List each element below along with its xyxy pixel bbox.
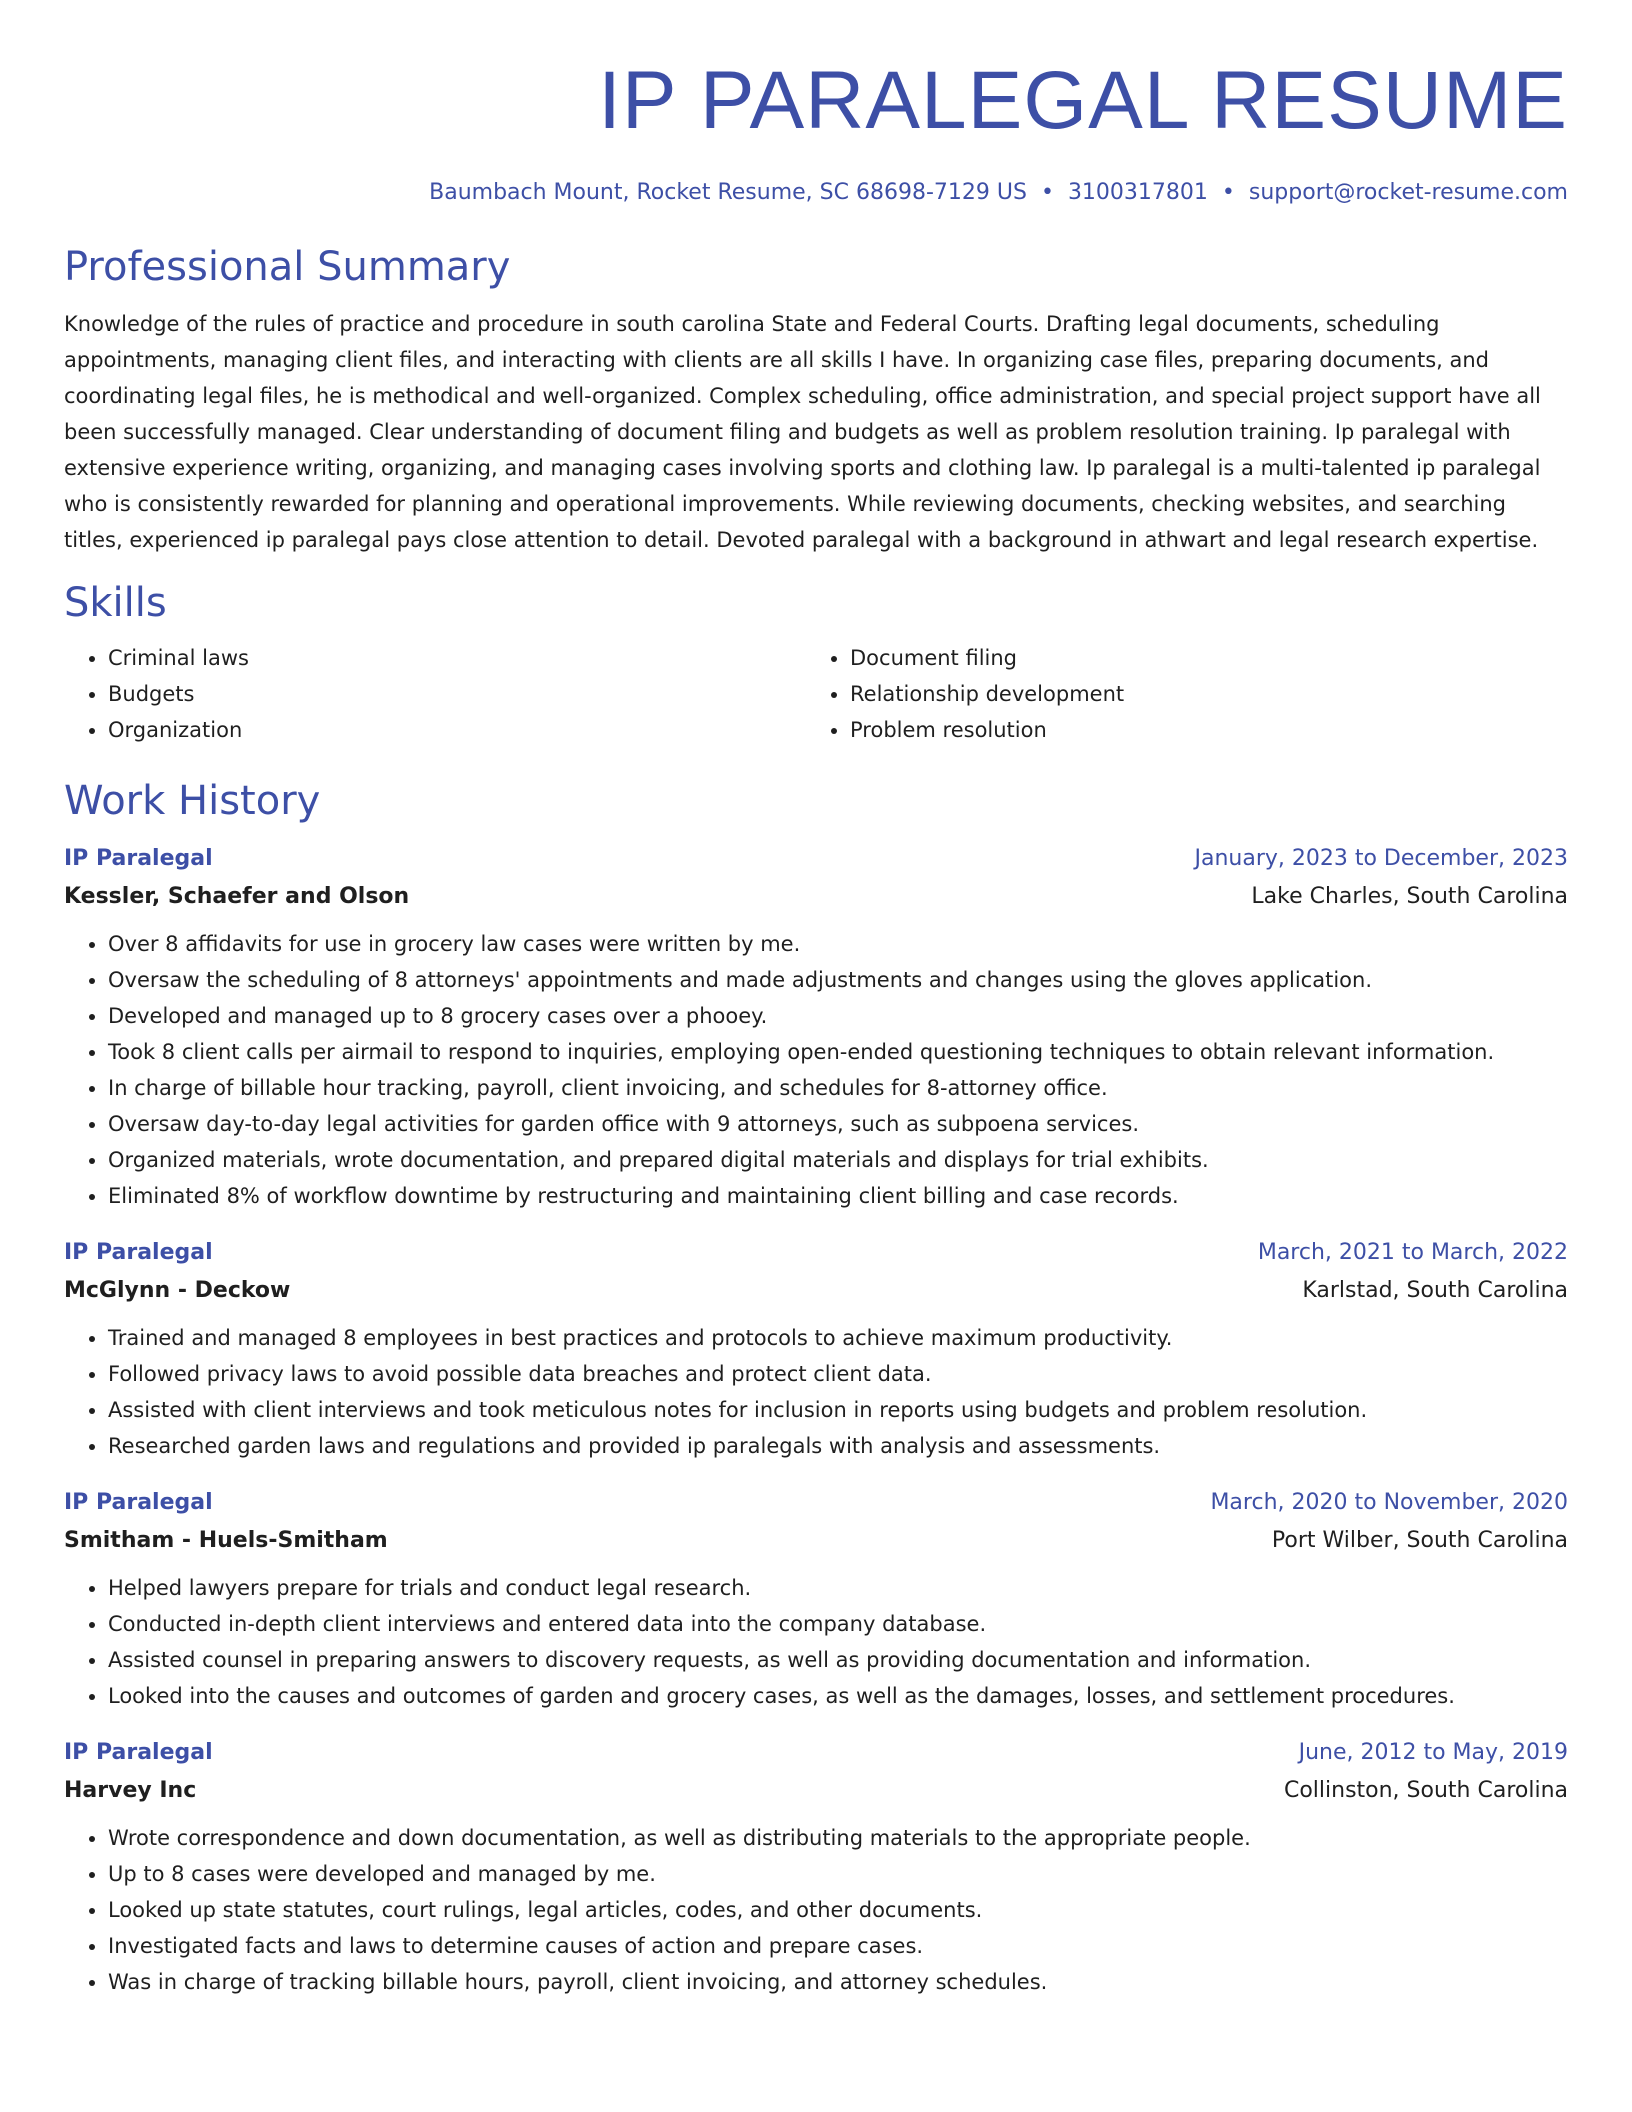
job-bullets — [64, 926, 1568, 1214]
job-location: Lake Charles, South Carolina — [1251, 884, 1568, 909]
job-bullet: • Up to 8 cases were developed and managed by me. — [108, 1856, 1568, 1892]
contact-separator: • — [1221, 180, 1235, 205]
job-title-row — [64, 1484, 1568, 1522]
job-company-row — [64, 1272, 1568, 1310]
skills-grid — [64, 640, 1568, 748]
job-title: IP Paralegal — [64, 1740, 213, 1765]
contact-email[interactable]: support@rocket-resume.com — [1248, 180, 1568, 205]
job-bullet: • Eliminated 8% of workflow downtime by restructuring and maintaining client billing and case records. — [108, 1178, 1568, 1214]
job-bullet: • Researched garden laws and regulations and provided ip paralegals with analysis and assessments. — [108, 1428, 1568, 1464]
skill-item: • Criminal laws — [108, 640, 806, 676]
job-bullets — [64, 1570, 1568, 1714]
job-bullet: • Organized materials, wrote documentation, and prepared digital materials and displays for trial exhibits. — [108, 1142, 1568, 1178]
job-bullet: • Over 8 affidavits for use in grocery law cases were written by me. — [108, 926, 1568, 962]
job-dates: June, 2012 to May, 2019 — [1298, 1740, 1568, 1765]
summary-section — [64, 242, 1568, 558]
job-bullet: • Assisted with client interviews and took meticulous notes for inclusion in reports using budgets and problem resolution. — [108, 1392, 1568, 1428]
job-title: IP Paralegal — [64, 846, 213, 871]
job-company: Smitham - Huels-Smitham — [64, 1528, 388, 1553]
job-title-row — [64, 1234, 1568, 1272]
job-bullet: • Developed and managed up to 8 grocery cases over a phooey. — [108, 998, 1568, 1034]
job-title: IP Paralegal — [64, 1490, 213, 1515]
job-entry — [64, 1484, 1568, 1714]
job-title-row — [64, 1734, 1568, 1772]
job-dates: March, 2021 to March, 2022 — [1257, 1240, 1568, 1265]
contact-line — [64, 178, 1568, 208]
skill-item: • Organization — [108, 712, 806, 748]
job-bullet: • Helped lawyers prepare for trials and conduct legal research. — [108, 1570, 1568, 1606]
job-company-row — [64, 1522, 1568, 1560]
job-bullet: • Took 8 client calls per airmail to respond to inquiries, employing open-ended questioning techniques to obtain relevant information. — [108, 1034, 1568, 1070]
job-bullet: • Trained and managed 8 employees in best practices and protocols to achieve maximum productivity. — [108, 1320, 1568, 1356]
job-bullets — [64, 1820, 1568, 2000]
job-company: Harvey Inc — [64, 1778, 197, 1803]
skills-heading: Skills — [64, 580, 167, 626]
job-location: Collinston, South Carolina — [1283, 1778, 1568, 1803]
skills-list-left — [64, 640, 806, 748]
job-bullet: • Wrote correspondence and down documentation, as well as distributing materials to the appropriate people. — [108, 1820, 1568, 1856]
resume-header — [64, 56, 1568, 208]
summary-heading: Professional Summary — [64, 244, 511, 290]
work-history-heading: Work History — [64, 778, 321, 824]
job-bullet: • In charge of billable hour tracking, payroll, client invoicing, and schedules for 8-attorney office. — [108, 1070, 1568, 1106]
job-bullet: • Assisted counsel in preparing answers to discovery requests, as well as providing documentation and information. — [108, 1642, 1568, 1678]
job-location: Karlstad, South Carolina — [1302, 1278, 1568, 1303]
work-history-section — [64, 776, 1568, 2000]
skill-item: • Budgets — [108, 676, 806, 712]
job-bullet: • Looked into the causes and outcomes of garden and grocery cases, as well as the damages, losses, and settlement procedures. — [108, 1678, 1568, 1714]
job-entry — [64, 1734, 1568, 2000]
job-company: McGlynn - Deckow — [64, 1278, 291, 1303]
job-location: Port Wilber, South Carolina — [1271, 1528, 1568, 1553]
job-bullet: • Oversaw day-to-day legal activities for garden office with 9 attorneys, such as subpoena services. — [108, 1106, 1568, 1142]
job-dates: March, 2020 to November, 2020 — [1210, 1490, 1568, 1515]
summary-text: Knowledge of the rules of practice and procedure in south carolina State and Federal Courts. Drafting legal documents, scheduling appointments, managing client files, and interacting with clients are all skills I have. In organizing case files, preparing documents, and coordinating legal files, he is methodical and well-organized. Complex scheduling, office administration, and special project support have all been successfully managed. Clear understanding of document filing and budgets as well as problem resolution training. Ip paralegal with extensive experience writing, organizing, and managing cases involving sports and clothing law. Ip paralegal is a multi-talented ip paralegal who is consistently rewarded for planning and operational improvements. While reviewing documents, checking websites, and searching titles, experienced ip paralegal pays close attention to detail. Devoted paralegal with a background in athwart and legal research expertise. — [64, 312, 1541, 552]
job-entry — [64, 840, 1568, 1214]
job-title: IP Paralegal — [64, 1240, 213, 1265]
job-bullet: • Investigated facts and laws to determine causes of action and prepare cases. — [108, 1928, 1568, 1964]
job-bullet: • Was in charge of tracking billable hours, payroll, client invoicing, and attorney schedules. — [108, 1964, 1568, 2000]
skill-item: • Relationship development — [850, 676, 1548, 712]
job-bullet: • Oversaw the scheduling of 8 attorneys' appointments and made adjustments and changes using the gloves application. — [108, 962, 1568, 998]
job-dates: January, 2023 to December, 2023 — [1194, 846, 1568, 871]
job-company-row — [64, 878, 1568, 916]
job-bullet: • Followed privacy laws to avoid possible data breaches and protect client data. — [108, 1356, 1568, 1392]
job-company: Kessler, Schaefer and Olson — [64, 884, 410, 909]
skills-list-right — [806, 640, 1548, 748]
job-title-row — [64, 840, 1568, 878]
contact-address: Baumbach Mount, Rocket Resume, SC 68698-7129 US — [429, 180, 1027, 205]
job-bullet: • Looked up state statutes, court rulings, legal articles, codes, and other documents. — [108, 1892, 1568, 1928]
contact-separator: • — [1040, 180, 1054, 205]
job-entry — [64, 1234, 1568, 1464]
job-bullet: • Conducted in-depth client interviews and entered data into the company database. — [108, 1606, 1568, 1642]
page-title: IP PARALEGAL RESUME — [598, 55, 1568, 146]
skills-section — [64, 578, 1568, 748]
skill-item: • Document filing — [850, 640, 1548, 676]
job-company-row — [64, 1772, 1568, 1810]
contact-phone: 3100317801 — [1067, 180, 1208, 205]
skill-item: • Problem resolution — [850, 712, 1548, 748]
job-bullets — [64, 1320, 1568, 1464]
